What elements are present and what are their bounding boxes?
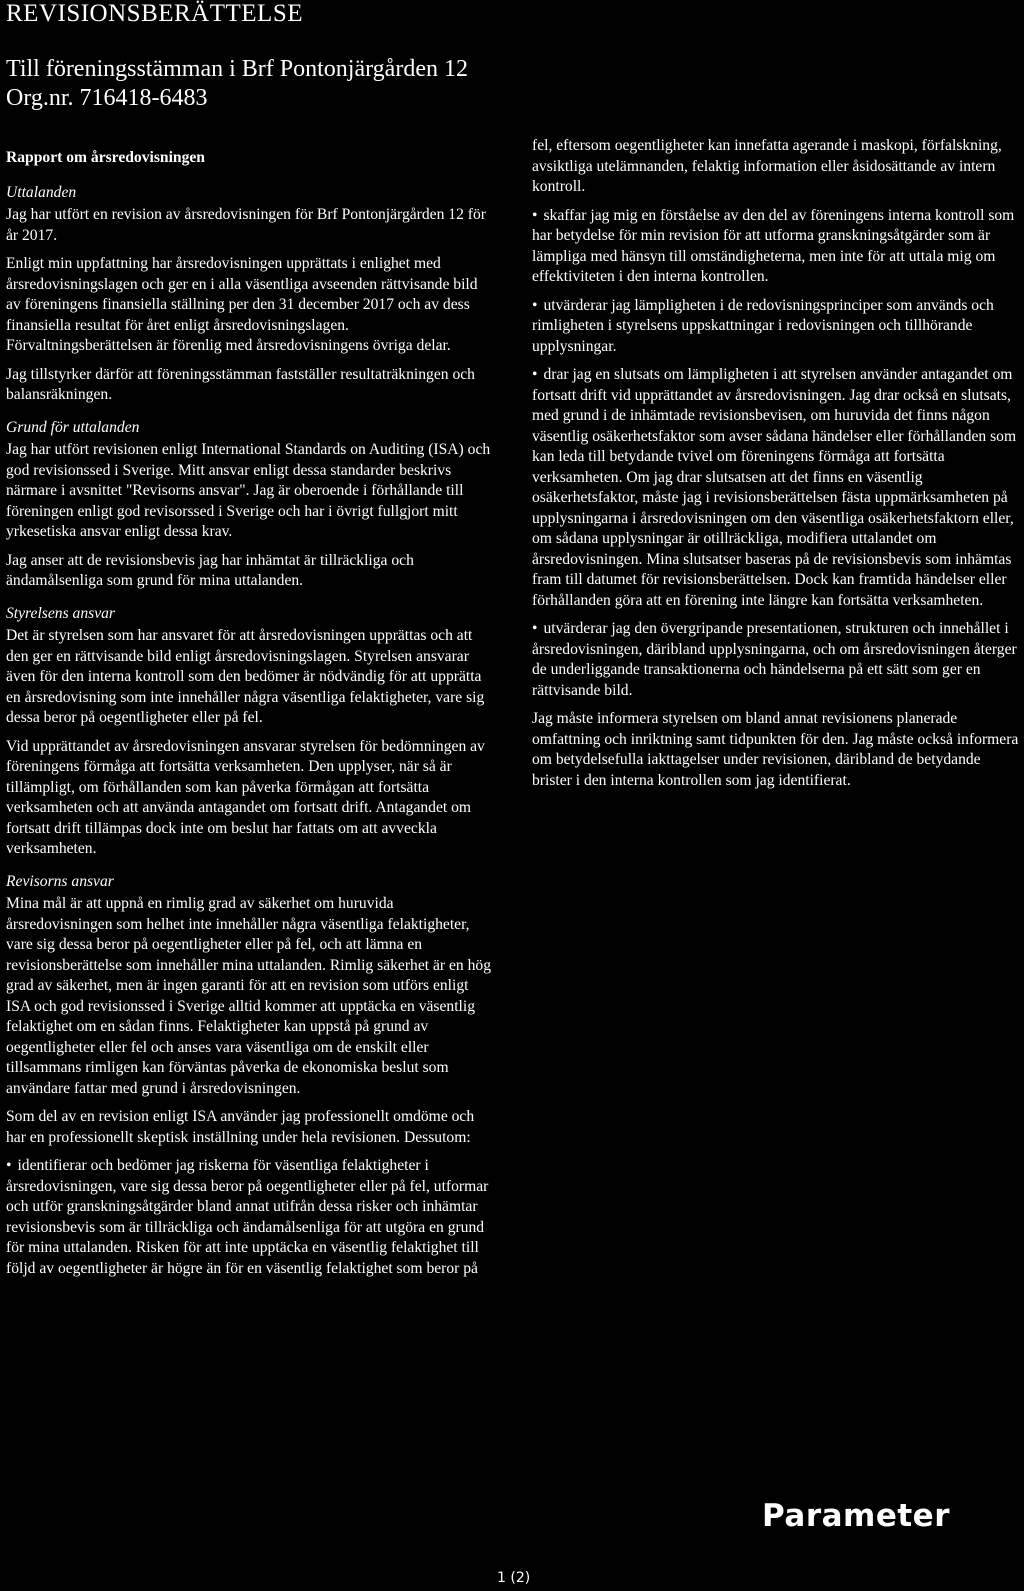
paragraph: Mina mål är att uppnå en rimlig grad av säkerhet om huruvida årsredovisningen som helhet inte innehåller några väsentliga felaktigheter, vare sig dessa beror på oegentligheter eller på fel, och att lämna en revisionsberättelse som innehåller mina uttalanden. Rimlig säkerhet är en hög grad av säkerhet, men är ingen garanti för att en revision som utförs enligt ISA och god revisionssed i Sverige alltid kommer att upptäcka en väsentlig felaktighet om en sådan finns. Felaktigheter kan uppstå på grund av oegentligheter eller fel och anses vara väsentliga om de enskilt eller tillsammans rimligen kan förväntas påverka de ekonomiska beslut som användare fattar med grund i årsredovisningen. — [6, 895, 491, 1097]
styrelsens-heading: Styrelsens ansvar — [6, 604, 115, 622]
left-column — [6, 148, 496, 1287]
paragraph: Jag måste informera styrelsen om bland annat revisionens planerade omfattning och inriktning samt tidpunkten för den. Jag måste också informera om betydelsefulla iakttagelser under revisionen, däribland de betydande brister i den interna kontrollen som jag identifierat. — [532, 710, 1019, 789]
bullet-icon: • — [6, 1157, 12, 1174]
bullet-text: skaffar jag mig en förståelse av den del av föreningens interna kontroll som har betydelse för min revision för att utforma granskningsåtgärder som är lämpliga med hänsyn till omständigheterna, men inte för att uttala mig om effektiviteten i den interna kontrollen. — [532, 206, 1015, 285]
bullet-icon: • — [532, 296, 538, 314]
revisorns-heading: Revisorns ansvar — [6, 872, 114, 890]
paragraph: Jag anser att de revisionsbevis jag har inhämtat är tillräckliga och ändamålsenliga som grund för mina uttalanden. — [6, 551, 414, 589]
bullet-item — [532, 206, 1022, 288]
recipient-line: Till föreningsstämman i Brf Pontonjärgården 12 — [6, 56, 468, 82]
document-subtitle — [6, 55, 468, 113]
bullet-text: utvärderar jag lämpligheten i de redovisningsprinciper som används och rimligheten i styrelsens uppskattningar i redovisningen och tillhörande upplysningar. — [532, 296, 994, 355]
paragraph: Jag tillstyrker därför att föreningsstämman fastställer resultaträkningen och balansräkningen. — [6, 365, 475, 403]
bullet-icon: • — [532, 620, 538, 637]
report-heading: Rapport om årsredovisningen — [6, 149, 205, 166]
bullet-text: utvärderar jag den övergripande presentationen, strukturen och innehållet i årsredovisningen, däribland upplysningarna, och om årsredovisningen återger de underliggande transaktionerna och händelserna på ett sätt som ger en rättvisande bild. — [532, 620, 1017, 699]
paragraph: Jag har utfört en revision av årsredovisningen för Brf Pontonjärgården 12 för år 2017. — [6, 206, 486, 244]
bullet-item — [532, 365, 1022, 611]
bullet-icon: • — [532, 366, 538, 383]
brand-logo: Parameter — [762, 1498, 950, 1534]
right-column — [532, 136, 1022, 799]
uttalanden-heading: Uttalanden — [6, 183, 77, 201]
paragraph: Vid upprättandet av årsredovisningen ansvarar styrelsen för bedömningen av föreningens förmåga att fortsätta verksamheten. Den upplyser, när så är tillämpligt, om förhållanden som kan påverka förmågan att fortsätta verksamheten och att använda antagandet om fortsatt drift. Antagandet om fortsatt drift tillämpas dock inte om beslut har fattats om att avveckla verksamheten. — [6, 737, 485, 857]
bullet-text: drar jag en slutsats om lämpligheten i att styrelsen använder antagandet om fortsatt drift vid upprättandet av årsredovisningen. Jag drar också en slutsats, med grund i de inhämtade revisionsbevisen, om huruvida det finns någon väsentlig osäkerhetsfaktor som avser sådana händelser eller förhållanden som kan leda till betydande tvivel om föreningens förmåga att fortsätta verksamheten. Om jag drar slutsatsen att det finns en väsentlig osäkerhetsfaktor, måste jag i revisionsberättelsen fästa uppmärksamheten på upplysningarna i årsredovisningen om den väsentliga osäkerhetsfaktorn eller, om sådana upplysningar är otillräckliga, modifiera uttalandet om årsredovisningen. Mina slutsatser baseras på de revisionsbevis som inhämtas fram till datumet för revisionsberättelsen. Dock kan framtida händelser eller förhållanden göra att en förening inte längre kan fortsätta verksamheten. — [532, 366, 1017, 609]
paragraph: fel, eftersom oegentligheter kan innefatta agerande i maskopi, förfalskning, avsiktliga utelämnanden, felaktig information eller åsidosättande av intern kontroll. — [532, 137, 1002, 195]
bullet-icon: • — [532, 206, 538, 224]
page-number: 1 (2) — [497, 1570, 531, 1586]
paragraph: Det är styrelsen som har ansvaret för att årsredovisningen upprättas och att den ger en rättvisande bild enligt årsredovisningslagen. Styrelsen ansvarar även för den interna kontroll som den bedömer är nödvändig för att upprätta en årsredovisning som inte innehåller några väsentliga felaktigheter, vare sig dessa beror på oegentligheter eller på fel. — [6, 627, 485, 726]
document-title: REVISIONSBERÄTTELSE — [6, 0, 303, 27]
bullet-item — [6, 1156, 496, 1279]
grund-heading: Grund för uttalanden — [6, 418, 140, 436]
paragraph: Jag har utfört revisionen enligt International Standards on Auditing (ISA) och god revisionssed i Sverige. Mitt ansvar enligt dessa standarder beskrivs närmare i avsnittet "Revisorns ansvar". Jag är oberoende i förhållande till föreningen enligt god revisorssed i Sverige och har i övrigt fullgjort mitt yrkesetiska ansvar enligt dessa krav. — [6, 441, 491, 540]
paragraph: Enligt min uppfattning har årsredovisningen upprättats i enlighet med årsredovisningslagen och ger en i alla väsentliga avseenden rättvisande bild av föreningens finansiella ställning per den 31 december 2017 och av dess finansiella resultat för året enligt årsredovisningslagen. Förvaltningsberättelsen är förenlig med årsredovisningens övriga delar. — [6, 255, 478, 354]
org-number: Org.nr. 716418-6483 — [6, 85, 208, 111]
bullet-item — [532, 619, 1022, 701]
paragraph: Som del av en revision enligt ISA använder jag professionellt omdöme och har en professionellt skeptisk inställning under hela revisionen. Dessutom: — [6, 1108, 475, 1146]
bullet-text: identifierar och bedömer jag riskerna för väsentliga felaktigheter i årsredovisningen, vare sig dessa beror på oegentligheter eller på fel, utformar och utför granskningsåtgärder bland annat utifrån dessa risker och inhämtar revisionsbevis som är tillräckliga och ändamålsenliga för att utgöra en grund för mina uttalanden. Risken för att inte upptäcka en väsentlig felaktighet till följd av oegentligheter är högre än för en väsentlig felaktighet som beror på — [6, 1157, 489, 1277]
bullet-item — [532, 296, 1022, 358]
